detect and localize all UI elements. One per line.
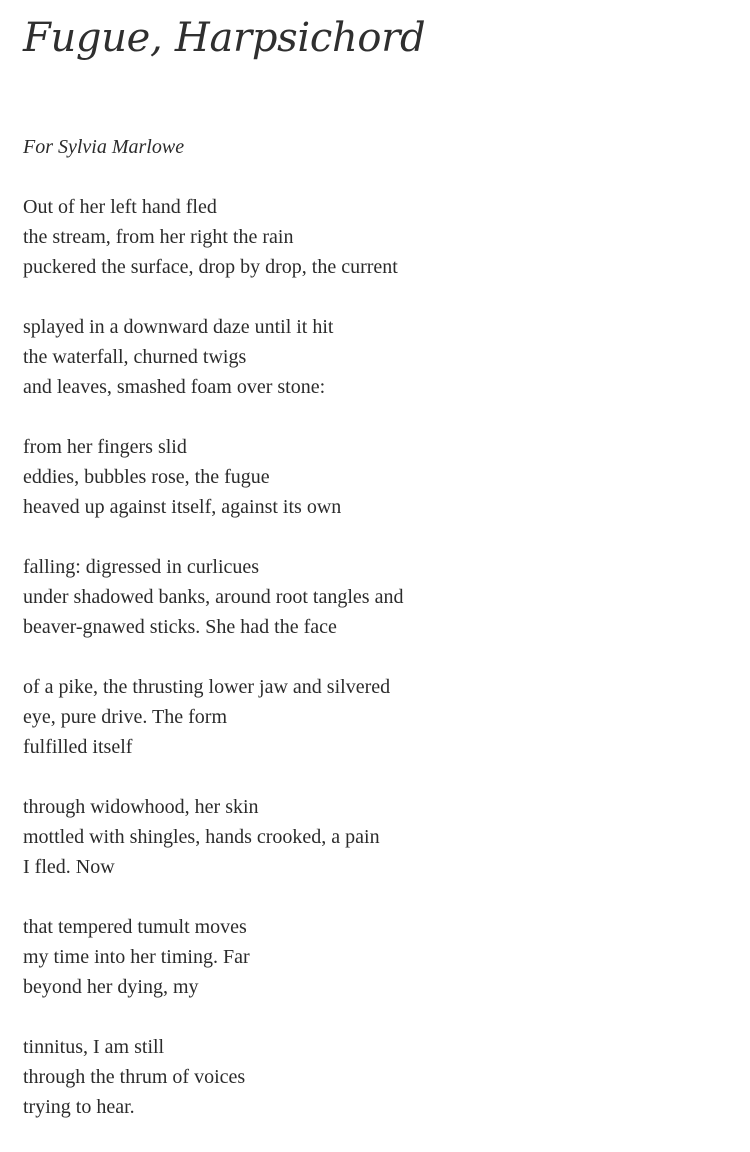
poem-line: and leaves, smashed foam over stone: xyxy=(23,376,326,398)
poem-title: Fugue, Harpsichord xyxy=(23,15,426,61)
poem-line: splayed in a downward daze until it hit xyxy=(23,316,334,338)
poem-dedication: For Sylvia Marlowe xyxy=(23,136,185,158)
stanza-5 xyxy=(23,672,403,762)
poem-body xyxy=(23,192,403,1152)
poem-line: under shadowed banks, around root tangles and xyxy=(23,586,404,608)
poem-line: that tempered tumult moves xyxy=(23,916,247,938)
poem-line: I fled. Now xyxy=(23,856,115,878)
poem-line: from her fingers slid xyxy=(23,436,187,458)
poem-line: the stream, from her right the rain xyxy=(23,226,294,248)
poem-line: the waterfall, churned twigs xyxy=(23,346,247,368)
poem-line: through widowhood, her skin xyxy=(23,796,259,818)
poem-line: puckered the surface, drop by drop, the current xyxy=(23,256,398,278)
poem-line: Out of her left hand fled xyxy=(23,196,217,218)
poem-line: fulfilled itself xyxy=(23,736,133,758)
poem-line: falling: digressed in curlicues xyxy=(23,556,260,578)
stanza-2 xyxy=(23,312,403,402)
poem-line: trying to hear. xyxy=(23,1096,135,1118)
stanza-1 xyxy=(23,192,403,282)
poem-line: of a pike, the thrusting lower jaw and silvered xyxy=(23,676,391,698)
poem-line: tinnitus, I am still xyxy=(23,1036,165,1058)
stanza-8 xyxy=(23,1032,403,1122)
stanza-3 xyxy=(23,432,403,522)
stanza-7 xyxy=(23,912,403,1002)
stanza-6 xyxy=(23,792,403,882)
poem-line: through the thrum of voices xyxy=(23,1066,246,1088)
poem-line: my time into her timing. Far xyxy=(23,946,250,968)
poem-line: beaver-gnawed sticks. She had the face xyxy=(23,616,337,638)
poem-line: beyond her dying, my xyxy=(23,976,199,998)
stanza-4 xyxy=(23,552,403,642)
poem-line: eye, pure drive. The form xyxy=(23,706,227,728)
poem-line: heaved up against itself, against its own xyxy=(23,496,342,518)
poem-line: eddies, bubbles rose, the fugue xyxy=(23,466,270,488)
poem-page xyxy=(23,0,723,1118)
poem-line: mottled with shingles, hands crooked, a pain xyxy=(23,826,380,848)
